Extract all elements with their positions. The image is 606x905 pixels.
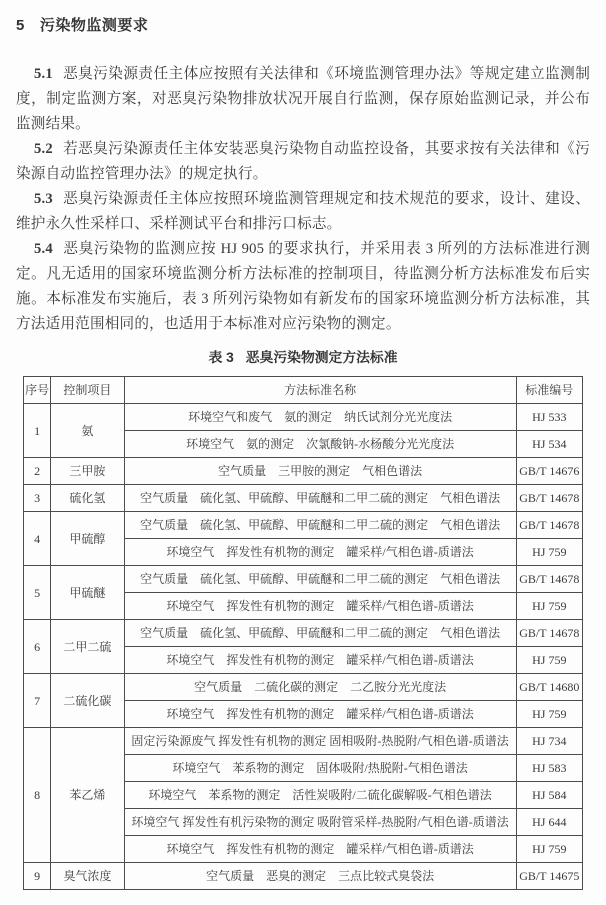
cell-seq-no: 5 (24, 566, 51, 620)
table-row (24, 863, 583, 890)
cell-seq-no: 7 (24, 674, 51, 728)
table-caption (16, 346, 590, 366)
table-caption-title: 恶臭污染物测定方法标准 (245, 350, 398, 365)
table-row (24, 674, 583, 701)
cell-method-name: 环境空气 挥发性有机物的测定 罐采样/气相色谱-质谱法 (124, 836, 516, 863)
cell-method-name: 空气质量 硫化氢、甲硫醇、甲硫醚和二甲二硫的测定 气相色谱法 (124, 485, 516, 512)
clause-text: 恶臭污染源责任主体应按照环境监测管理规定和技术规范的要求，设计、建设、维护永久性采样口、采样测试平台和排污口标志。 (16, 191, 590, 232)
table-caption-label: 表 3 (208, 350, 234, 365)
cell-standard-code: HJ 584 (516, 782, 582, 809)
clause-text: 若恶臭污染源责任主体安装恶臭污染物自动监控设备，其要求按有关法律和《污染源自动监控管理办法》的规定执行。 (16, 141, 590, 182)
table-row (24, 404, 583, 431)
cell-control-item: 二硫化碳 (51, 674, 124, 728)
table-row (24, 566, 583, 593)
section-title: 污染物监测要求 (39, 17, 149, 34)
cell-method-name: 环境空气 挥发性有机物的测定 罐采样/气相色谱-质谱法 (124, 647, 516, 674)
table-row (24, 728, 583, 755)
cell-method-name: 空气质量 三甲胺的测定 气相色谱法 (124, 458, 516, 485)
cell-seq-no: 2 (24, 458, 51, 485)
cell-standard-code: HJ 534 (516, 431, 582, 458)
cell-standard-code: GB/T 14678 (516, 485, 582, 512)
cell-standard-code: HJ 759 (516, 836, 582, 863)
clause-list (16, 62, 590, 337)
cell-standard-code: GB/T 14678 (516, 512, 582, 539)
cell-standard-code: GB/T 14676 (516, 458, 582, 485)
cell-method-name: 环境空气 苯系物的测定 固体吸附/热脱附-气相色谱法 (124, 755, 516, 782)
table-header-row (24, 377, 583, 404)
cell-seq-no: 4 (24, 512, 51, 566)
cell-method-name: 空气质量 恶臭的测定 三点比较式臭袋法 (124, 863, 516, 890)
clause-number: 5.2 (34, 141, 53, 157)
cell-seq-no: 6 (24, 620, 51, 674)
clause-5.1 (16, 62, 590, 137)
clause-5.3 (16, 187, 590, 237)
cell-control-item: 臭气浓度 (51, 863, 124, 890)
cell-standard-code: GB/T 14678 (516, 566, 582, 593)
table-row (24, 458, 583, 485)
cell-control-item: 三甲胺 (51, 458, 124, 485)
cell-method-name: 环境空气 氨的测定 次氯酸钠-水杨酸分光光度法 (124, 431, 516, 458)
cell-control-item: 甲硫醚 (51, 566, 124, 620)
header-standard-code: 标准编号 (516, 377, 582, 404)
cell-standard-code: GB/T 14678 (516, 620, 582, 647)
cell-method-name: 环境空气 苯系物的测定 活性炭吸附/二硫化碳解吸-气相色谱法 (124, 782, 516, 809)
section-number: 5 (16, 17, 25, 34)
cell-method-name: 环境空气 挥发性有机物的测定 罐采样/气相色谱-质谱法 (124, 701, 516, 728)
cell-method-name: 环境空气和废气 氨的测定 纳氏试剂分光光度法 (124, 404, 516, 431)
cell-method-name: 固定污染源废气 挥发性有机物的测定 固相吸附-热脱附/气相色谱-质谱法 (124, 728, 516, 755)
cell-seq-no: 9 (24, 863, 51, 890)
header-method-name: 方法标准名称 (124, 377, 516, 404)
header-control-item: 控制项目 (51, 377, 124, 404)
cell-seq-no: 8 (24, 728, 51, 863)
cell-seq-no: 1 (24, 404, 51, 458)
cell-standard-code: HJ 759 (516, 701, 582, 728)
cell-control-item: 甲硫醇 (51, 512, 124, 566)
header-seq-no: 序号 (24, 377, 51, 404)
cell-method-name: 空气质量 硫化氢、甲硫醇、甲硫醚和二甲二硫的测定 气相色谱法 (124, 512, 516, 539)
section-heading (16, 14, 590, 35)
cell-standard-code: GB/T 14680 (516, 674, 582, 701)
clause-number: 5.4 (34, 241, 53, 257)
cell-standard-code: HJ 533 (516, 404, 582, 431)
cell-method-name: 空气质量 硫化氢、甲硫醇、甲硫醚和二甲二硫的测定 气相色谱法 (124, 566, 516, 593)
clause-number: 5.1 (34, 66, 53, 82)
clause-text: 恶臭污染物的监测应按 HJ 905 的要求执行，并采用表 3 所列的方法标准进行测定。凡无适用的国家环境监测分析方法标准的控制项目，待监测分析方法标准发布后实施。本标准发布实施后，表 3 所列污染物如有新发布的国家环境监测分析方法标准，其方法适用范围相同的，也适用于本标准对应污染物的测定。 (16, 241, 590, 332)
cell-control-item: 苯乙烯 (51, 728, 124, 863)
cell-standard-code: HJ 759 (516, 647, 582, 674)
table-row (24, 620, 583, 647)
cell-control-item: 氨 (51, 404, 124, 458)
clause-5.2 (16, 137, 590, 187)
cell-seq-no: 3 (24, 485, 51, 512)
table-row (24, 512, 583, 539)
clause-text: 恶臭污染源责任主体应按照有关法律和《环境监测管理办法》等规定建立监测制度，制定监测方案，对恶臭污染物排放状况开展自行监测，保存原始监测记录，并公布监测结果。 (16, 66, 590, 132)
clause-number: 5.3 (34, 191, 53, 207)
clause-5.4 (16, 237, 590, 337)
methods-table (23, 376, 583, 890)
cell-standard-code: HJ 583 (516, 755, 582, 782)
cell-control-item: 二甲二硫 (51, 620, 124, 674)
cell-method-name: 环境空气 挥发性有机物的测定 罐采样/气相色谱-质谱法 (124, 593, 516, 620)
cell-standard-code: GB/T 14675 (516, 863, 582, 890)
cell-standard-code: HJ 644 (516, 809, 582, 836)
table-row (24, 485, 583, 512)
cell-method-name: 空气质量 硫化氢、甲硫醇、甲硫醚和二甲二硫的测定 气相色谱法 (124, 620, 516, 647)
cell-method-name: 环境空气 挥发性有机物的测定 罐采样/气相色谱-质谱法 (124, 539, 516, 566)
cell-control-item: 硫化氢 (51, 485, 124, 512)
cell-method-name: 环境空气 挥发性有机污染物的测定 吸附管采样-热脱附/气相色谱-质谱法 (124, 809, 516, 836)
cell-standard-code: HJ 734 (516, 728, 582, 755)
cell-standard-code: HJ 759 (516, 539, 582, 566)
cell-method-name: 空气质量 二硫化碳的测定 二乙胺分光光度法 (124, 674, 516, 701)
cell-standard-code: HJ 759 (516, 593, 582, 620)
